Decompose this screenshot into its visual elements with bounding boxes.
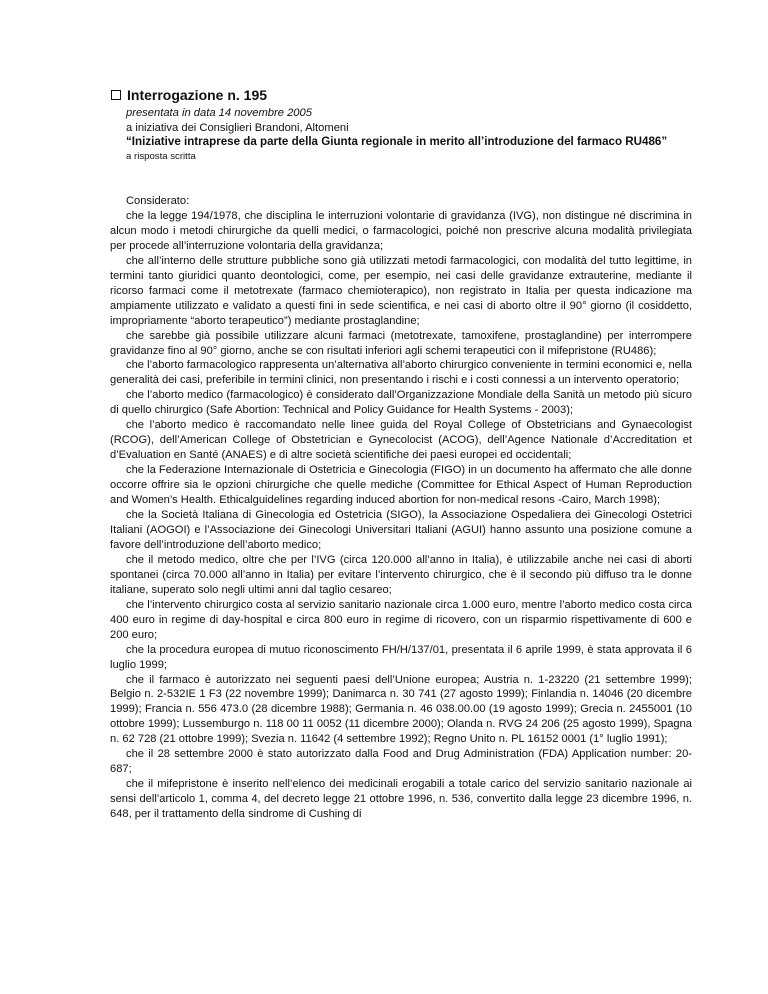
question-header — [110, 84, 690, 164]
body-paragraph: che il 28 settembre 2000 è stato autorizzato dalla Food and Drug Administration (FDA) Application number: 20-687; — [110, 748, 692, 776]
body-paragraph: che la legge 194/1978, che disciplina le interruzioni volontarie di gravidanza (IVG), non distingue né discrimina in alcun modo i metodi chirurgiche da quelli medici, o farmacologici, poiché non prescrive alcuna modalità privilegiata per procede all’interruzione volontaria della gravidanza; — [110, 209, 692, 252]
presentation-date: presentata in data 14 novembre 2005 — [126, 107, 312, 119]
body-paragraph: che all’interno delle strutture pubbliche sono già utilizzati metodi farmacologici, con modalità del tutto legittime, in termini tanto giuridici quanto deontologici, come, per esempio, nei casi delle gravidanze extrauterine, mediante il ricorso farmaci come il metotrexate (farmaco chemioterapico), non registrato in Italia per questa indicazione ma ampiamente utilizzato e validato a questi fini in sede scientifica, e nei casi di aborto oltre il 90° giorno (il cosiddetto, impropriamente “aborto terapeutico”) mediante prostaglandine; — [110, 254, 692, 327]
body-intro: Considerato: — [126, 195, 190, 207]
body-paragraph: che il metodo medico, oltre che per l’IVG (circa 120.000 all’anno in Italia), è utilizzabile anche nei casi di aborti spontanei (circa 70.000 all’anno in Italia) per evitare l’intervento chirurgico, che è il secondo più diffuso tra le donne italiane, superato solo negli ultimi anni dal taglio cesareo; — [110, 553, 692, 596]
body-paragraph: che sarebbe già possibile utilizzare alcuni farmaci (metotrexate, tamoxifene, prostaglandine) per interrompere gravidanze fino al 90° giorno, anche se con risultati inferiori agli schemi terapeutici con il mifepristone (RU486); — [110, 329, 692, 357]
body-paragraph: che la Federazione Internazionale di Ostetricia e Ginecologia (FIGO) in un documento ha affermato che alle donne occorre offrire sia le opzioni chirurgiche che quelle mediche (Committee for Ethical Aspect of Human Reproduction and Women’s Health. Ethicalguidelines regarding induced abortion for non-medical resons -Cairo, March 1998); — [110, 464, 692, 507]
question-body — [110, 194, 692, 822]
question-title: Interrogazione n. 195 — [127, 87, 268, 103]
response-type: a risposta scritta — [126, 150, 196, 162]
question-subject: “Iniziative intraprese da parte della Giunta regionale in merito all’introduzione del farmaco RU486” — [126, 135, 668, 149]
body-paragraph: che il farmaco è autorizzato nei seguenti paesi dell’Unione europea; Austria n. 1-23220 (21 settembre 1999); Belgio n. 2-532IE 1 F3 (22 novembre 1999); Danimarca n. 30 741 (27 agosto 1999); Finlandia n. 14046 (20 dicembre 1999); Francia n. 556 473.0 (28 dicembre 1988); Germania n. 46 038.00.00 (19 agosto 1999); Grecia n. 2455001 (10 ottobre 1999); Lussemburgo n. 118 00 11 0052 (11 dicembre 2000); Olanda n. RVG 24 206 (25 agosto 1999), Spagna n. 62 728 (21 ottobre 1999); Svezia n. 11642 (4 settembre 1992); Regno Unito n. PL 16152 0001 (1° luglio 1991); — [110, 673, 692, 746]
body-paragraph: che l’aborto medico (farmacologico) è considerato dall’Organizzazione Mondiale della Sanità un metodo più sicuro di quello chirurgico (Safe Abortion: Technical and Policy Guidance for Health Systems - 2003); — [110, 389, 692, 417]
initiative-line: a iniziativa dei Consiglieri Brandoni, Altomeni — [126, 121, 349, 134]
question-meta — [126, 106, 690, 164]
body-paragraph: che l’aborto farmacologico rappresenta un’alternativa all’aborto chirurgico conveniente in termini economici e, nella generalità dei casi, preferibile in termini clinici, non presentando i rischi e i costi connessi a un intervento operatorio; — [110, 359, 692, 387]
body-paragraph: che l’aborto medico è raccomandato nelle linee guida del Royal College of Obstetricians and Gynaecologist (RCOG), dell’American College of Obstetrician e Gynecolocist (ACOG), dell’Agence Nationale d’Accreditation et d’Evaluation en Santé (ANAES) e di altre società scientifiche dei paesi europei ed occidentali; — [110, 419, 692, 462]
body-paragraph: che il mifepristone è inserito nell’elenco dei medicinali erogabili a totale carico del servizio sanitario nazionale ai sensi dell’articolo 1, comma 4, del decreto legge 21 ottobre 1996, n. 536, convertito dalla legge 23 dicembre 1996, n. 648, per il trattamento della sindrome di Cushing di — [110, 778, 692, 821]
checkbox-bullet-icon — [111, 90, 121, 100]
body-paragraph: che la Società Italiana di Ginecologia ed Ostetricia (SIGO), la Associazione Ospedaliera dei Ginecologi Ostetrici Italiani (AOGOI) e l’Associazione dei Ginecologi Universitari Italiani (AGUI) hanno assunto una posizione comune a favore dell’introduzione dell’aborto medico; — [110, 509, 692, 551]
body-paragraph: che la procedura europea di mutuo riconoscimento FH/H/137/01, presentata il 6 aprile 1999, è stata approvata il 6 luglio 1999; — [110, 643, 692, 671]
title-row — [110, 84, 690, 106]
body-paragraph: che l’intervento chirurgico costa al servizio sanitario nazionale circa 1.000 euro, mentre l’aborto medico costa circa 400 euro in regime di day-hospital e circa 800 euro in regime di ricovero, con un risparmio rispettivamente di 600 e 200 euro; — [110, 598, 692, 641]
